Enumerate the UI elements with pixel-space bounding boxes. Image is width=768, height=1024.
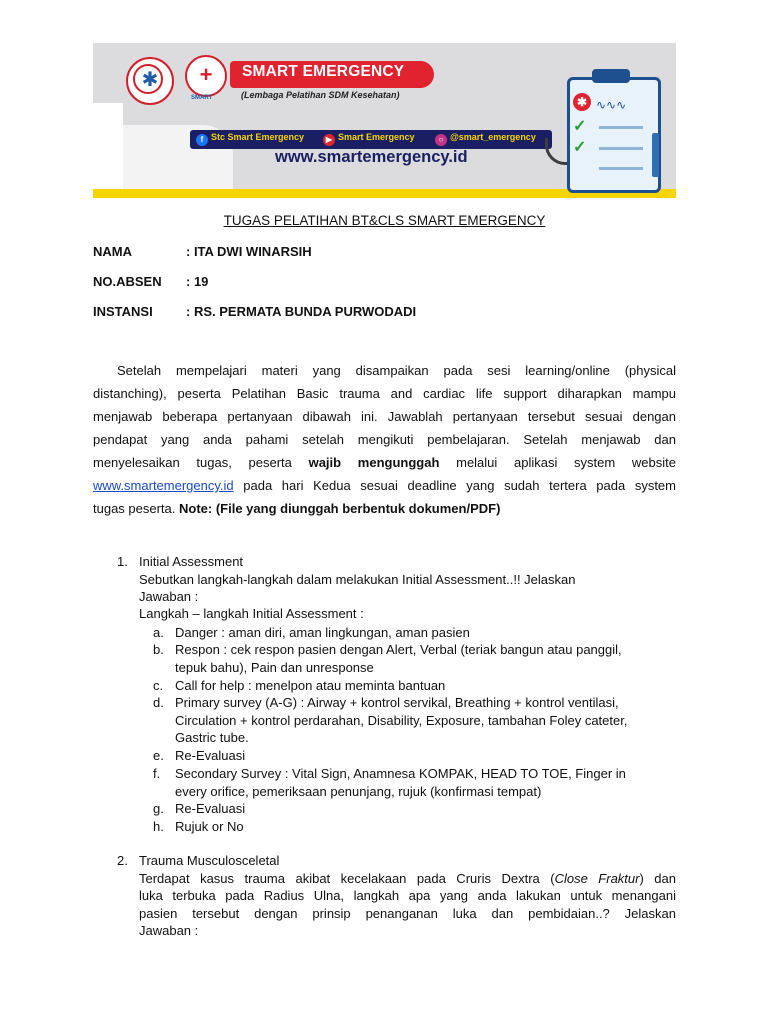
question-text-part: ) dan xyxy=(639,871,676,886)
field-value-no-absen: : 19 xyxy=(186,274,209,289)
brand-subtitle: (Lembaga Pelatihan SDM Kesehatan) xyxy=(241,90,400,100)
list-item-continued: tepuk bahu), Pain dan unresponse xyxy=(175,660,374,675)
question-number: 2. xyxy=(117,853,128,868)
clipboard-clip-icon xyxy=(592,69,630,83)
intro-line xyxy=(93,455,676,471)
list-item-continued: Gastric tube. xyxy=(175,730,249,745)
question-text xyxy=(139,871,676,887)
list-item: Call for help : menelpon atau meminta bantuan xyxy=(175,678,446,693)
header-banner xyxy=(93,43,676,198)
list-item: Re-Evaluasi xyxy=(175,748,246,763)
intro-line xyxy=(93,501,676,517)
list-item: Re-Evaluasi xyxy=(175,801,246,816)
intro-text: melalui aplikasi system website xyxy=(456,455,676,470)
intro-note: Note: (File yang diunggah berbentuk dokumen/PDF) xyxy=(179,501,501,516)
list-marker: b. xyxy=(153,642,164,657)
list-item: Danger : aman diri, aman lingkungan, aman pasien xyxy=(175,625,470,640)
list-item: Secondary Survey : Vital Sign, Anamnesa KOMPAK, HEAD TO TOE, Finger in xyxy=(175,766,626,781)
intro-line: pendapat yang anda pahami setelah mengikuti pembelajaran. Setelah menjawab dan xyxy=(93,432,676,447)
intro-line: menjawab beberapa pertanyaan dibawah ini. Jawablah pertanyaan tersebut sesuai dengan xyxy=(93,409,676,424)
intro-line: distanching), peserta Pelatihan Basic trauma and cardiac life support diharapkan mampu xyxy=(93,386,676,401)
list-marker: f. xyxy=(153,766,161,781)
list-item-continued: Circulation + kontrol perdarahan, Disability, Exposure, tambahan Foley cateter, xyxy=(175,713,628,728)
intro-text: tugas peserta. xyxy=(93,501,176,516)
answer-intro: Langkah – langkah Initial Assessment : xyxy=(139,606,364,621)
checklist-line xyxy=(599,147,643,150)
facebook-icon: f xyxy=(196,134,208,146)
answer-label: Jawaban : xyxy=(139,923,199,938)
list-item-continued: every orifice, pemeriksaan penunjang, rujuk (konfirmasi tempat) xyxy=(175,784,542,799)
list-item: Respon : cek respon pasien dengan Alert, Verbal (teriak bangun atau panggil, xyxy=(175,642,622,657)
question-title: Initial Assessment xyxy=(139,554,244,569)
list-marker: g. xyxy=(153,801,164,816)
website-link[interactable]: www.smartemergency.id xyxy=(93,478,234,493)
field-label-no-absen: NO.ABSEN xyxy=(93,274,162,289)
question-number: 1. xyxy=(117,554,128,569)
pulse-line-icon: ∿∿∿ xyxy=(596,98,627,112)
checklist-line xyxy=(599,126,643,129)
pen-icon xyxy=(652,133,659,177)
social-youtube-label: Smart Emergency xyxy=(338,132,415,142)
smart-logo-caption: SMART xyxy=(191,95,213,101)
field-label-instansi: INSTANSI xyxy=(93,304,153,319)
list-marker: e. xyxy=(153,748,164,763)
intro-text: pada hari Kedua sesuai deadline yang sudah tertera pada system xyxy=(243,478,676,493)
checklist-line xyxy=(599,167,643,170)
checkmark-icon: ✓ xyxy=(573,118,587,135)
youtube-icon: ▶ xyxy=(323,134,335,146)
document-title: TUGAS PELATIHAN BT&CLS SMART EMERGENCY xyxy=(223,213,546,228)
list-item: Rujuk or No xyxy=(175,819,244,834)
social-instagram-label: @smart_emergency xyxy=(450,132,536,142)
list-marker: a. xyxy=(153,625,164,640)
question-text: Sebutkan langkah-langkah dalam melakukan Initial Assessment..!! Jelaskan xyxy=(139,572,576,587)
field-label-nama: NAMA xyxy=(93,244,132,259)
list-marker: h. xyxy=(153,819,164,834)
banner-decoration xyxy=(93,103,123,189)
question-text: luka terbuka pada Radius Ulna, langkah apa yang anda lakukan untuk menangani xyxy=(139,888,676,903)
intro-line: Setelah mempelajari materi yang disampaikan pada sesi learning/online (physical xyxy=(117,363,676,378)
social-facebook-label: Stc Smart Emergency xyxy=(211,132,305,142)
question-title: Trauma Musculosceletal xyxy=(139,853,280,868)
institution-logo-icon: ✱ xyxy=(126,57,174,105)
question-text-italic: Close Fraktur xyxy=(554,871,640,886)
list-marker: d. xyxy=(153,695,164,710)
instagram-icon: ○ xyxy=(435,134,447,146)
social-instagram xyxy=(435,132,536,146)
question-text-part: Terdapat kasus trauma akibat kecelakaan pada Cruris Dextra ( xyxy=(139,871,555,886)
question-text: pasien tersebut dengan prinsip penanganan luka dan pembidaian..? Jelaskan xyxy=(139,906,676,921)
intro-emphasis: wajib mengunggah xyxy=(308,455,440,470)
answer-label: Jawaban : xyxy=(139,589,199,604)
checkmark-icon: ✓ xyxy=(573,139,587,156)
smart-logo-icon: + xyxy=(185,55,227,97)
brand-title: SMART EMERGENCY xyxy=(242,63,405,80)
field-value-instansi: : RS. PERMATA BUNDA PURWODADI xyxy=(186,304,417,319)
social-facebook xyxy=(196,132,304,146)
list-item: Primary survey (A-G) : Airway + kontrol servikal, Breathing + kontrol ventilasi, xyxy=(175,695,619,710)
social-youtube xyxy=(323,132,415,146)
list-marker: c. xyxy=(153,678,164,693)
field-value-nama: : ITA DWI WINARSIH xyxy=(186,244,312,259)
intro-line xyxy=(93,478,676,494)
banner-website: www.smartemergency.id xyxy=(275,148,468,166)
intro-text: menyelesaikan tugas, peserta xyxy=(93,455,292,470)
medical-cross-icon: ✱ xyxy=(573,93,591,111)
